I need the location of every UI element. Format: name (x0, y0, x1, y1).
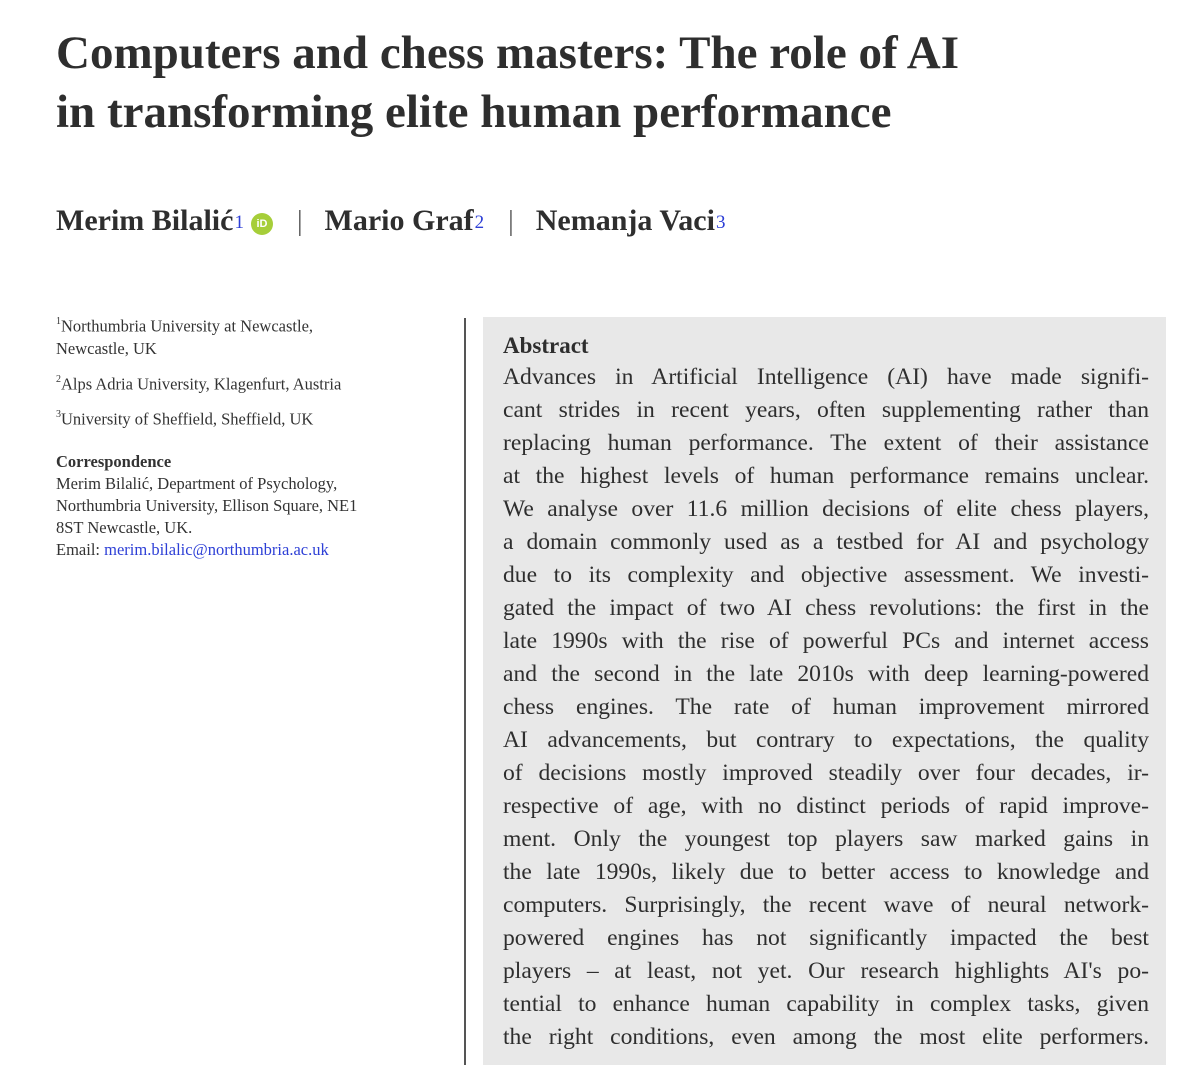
correspondence-address (56, 473, 436, 561)
email-label: Email: (56, 539, 100, 559)
author-1[interactable] (56, 204, 273, 238)
abstract-line: gated the impact of two AI chess revolutions: the first in the (503, 595, 1149, 621)
email-link[interactable]: merim.bilalic@northumbria.ac.uk (104, 539, 329, 559)
abstract-box (483, 317, 1166, 1065)
author-affiliation-ref[interactable]: 2 (474, 212, 485, 233)
author-name: Nemanja Vaci (535, 204, 715, 237)
abstract-line: the late 1990s, likely due to better access to knowledge and (503, 859, 1149, 885)
abstract-line: late 1990s with the rise of powerful PCs and internet access (503, 628, 1149, 654)
author-3[interactable] (536, 204, 726, 238)
author-separator: | (508, 206, 514, 237)
abstract-line: powered engines has not significantly impacted the best (503, 925, 1149, 951)
correspondence-email-row (56, 540, 329, 559)
affiliation-text: Alps Adria University, Klagenfurt, Austria (61, 374, 342, 393)
author-separator: | (296, 206, 303, 237)
correspondence-line: Northumbria University, Ellison Square, NE1 (56, 495, 358, 515)
abstract-line: We analyse over 11.6 million decisions of elite chess players, (503, 496, 1149, 522)
abstract-line: of decisions mostly improved steadily over four decades, ir- (503, 760, 1149, 786)
abstract-line: a domain commonly used as a testbed for AI and psychology (503, 529, 1149, 555)
affiliation-text: University of Sheffield, Sheffield, UK (61, 409, 314, 429)
abstract-line: AI advancements, but contrary to expectations, the quality (503, 727, 1149, 753)
correspondence-line: Merim Bilalić, Department of Psychology, (56, 473, 338, 493)
author-affiliation-ref[interactable]: 3 (715, 212, 726, 233)
abstract-line: at the highest levels of human performance remains unclear. (503, 463, 1149, 489)
paper-title (56, 24, 1056, 142)
title-line-2: in transforming elite human performance (56, 86, 892, 138)
abstract-line: chess engines. The rate of human improvement mirrored (503, 694, 1149, 720)
abstract-line: due to its complexity and objective assessment. We investi- (503, 562, 1149, 588)
correspondence-line: 8ST Newcastle, UK. (56, 517, 193, 537)
abstract-line: cant strides in recent years, often supplementing rather than (503, 397, 1149, 423)
affiliation-number: 2 (56, 373, 61, 385)
author-affiliation-ref[interactable]: 1 (234, 212, 244, 233)
abstract-line: replacing human performance. The extent of their assistance (503, 430, 1149, 456)
author-name: Merim Bilalić (56, 204, 234, 237)
abstract-line: respective of age, with no distinct periods of rapid improve- (503, 793, 1149, 819)
affiliation-text: Northumbria University at Newcastle, (61, 316, 314, 336)
author-name: Mario Graf (324, 204, 474, 237)
abstract-heading: Abstract (503, 333, 589, 358)
affiliation-3 (56, 405, 436, 431)
affiliation-number: 1 (56, 316, 61, 327)
column-divider (464, 318, 466, 1065)
orcid-icon[interactable]: iD (251, 213, 273, 235)
abstract-content (503, 331, 1149, 1054)
abstract-line: tential to enhance human capability in complex tasks, given (503, 991, 1149, 1017)
abstract-line: ment. Only the youngest top players saw marked gains in (503, 826, 1149, 852)
title-line-1: Computers and chess masters: The role of AI (56, 27, 959, 79)
abstract-line: and the second in the late 2010s with deep learning-powered (503, 661, 1149, 687)
abstract-line: players – at least, not yet. Our research highlights AI's po- (503, 958, 1149, 984)
affiliation-1 (56, 312, 436, 360)
abstract-line: computers. Surprisingly, the recent wave of neural network- (503, 892, 1149, 918)
author-2[interactable] (325, 204, 485, 238)
affiliation-text: Newcastle, UK (56, 338, 157, 358)
affiliation-2 (56, 370, 436, 396)
correspondence-heading: Correspondence (56, 451, 172, 471)
abstract-line: Advances in Artificial Intelligence (AI) have made signifi- (503, 364, 1149, 390)
affiliation-number: 3 (56, 409, 61, 420)
abstract-text (503, 361, 1149, 1054)
author-list (56, 204, 725, 248)
abstract-line: the right conditions, even among the most elite performers. (503, 1024, 1149, 1050)
affiliations-panel (56, 312, 436, 561)
